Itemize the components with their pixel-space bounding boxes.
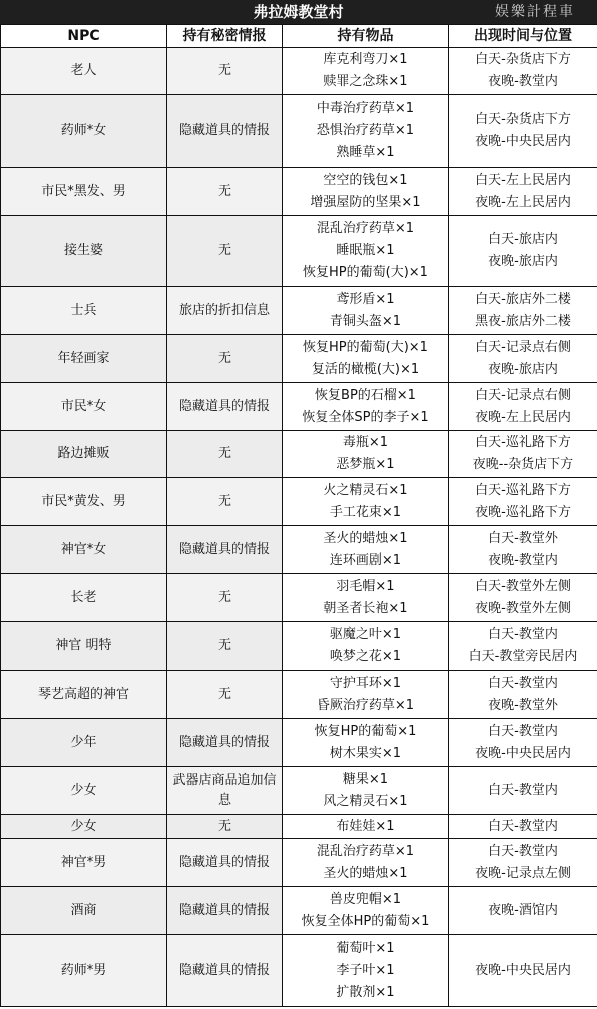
secret-info-cell [167,48,283,95]
location-entry: 夜晚-中央民居内 [475,962,571,978]
location-entry: 白天-记录点右侧 [475,339,571,355]
items-cell [283,431,449,478]
location-entry: 夜晚-旅店内 [488,361,558,377]
location-entry: 夜晚-旅店内 [488,254,558,269]
secret-info-text: 无 [217,243,231,258]
table-row [1,216,597,287]
table-row [1,48,597,95]
location-entry: 夜晚--杂货店下方 [472,457,574,472]
items-cell [283,335,449,383]
items-cell [283,478,449,526]
item-entry: 混乱治疗药草×1 [316,843,415,859]
location-entry: 白天-巡礼路下方 [475,435,571,450]
location-cell [449,574,597,622]
item-entry: 朝圣者长袍×1 [323,600,408,616]
npc-table [0,24,597,1007]
item-entry: 恶梦瓶×1 [336,457,395,472]
secret-info-text: 无 [217,493,231,509]
item-entry: 空空的钱包×1 [323,172,408,188]
secret-info-text: 无 [217,63,231,78]
item-entry: 混乱治疗药草×1 [316,221,415,236]
item-entry: 复活的橄榄(大)×1 [311,361,420,377]
location-entry: 白天-教堂内 [488,675,558,691]
item-entry: 恢复全体SP的李子×1 [302,409,429,425]
secret-info-cell [167,622,283,671]
secret-info-cell [167,287,283,335]
item-entry: 增强屋防的坚果×1 [310,194,421,210]
item-entry: 风之精灵石×1 [323,793,408,809]
location-entry: 白天-教堂内 [488,818,558,834]
npc-cell: 酒商 [1,887,167,935]
location-cell [449,815,597,839]
location-cell [449,887,597,935]
item-entry: 树木果实×1 [329,745,402,761]
watermark: 娱樂計程車 [495,4,575,20]
items-cell [283,95,449,168]
npc-cell: 琴艺高超的神官 [1,671,167,719]
header-time-location: 出现时间与位置 [449,25,597,48]
table-row [1,839,597,887]
location-entry: 白天-教堂内 [488,627,558,642]
location-entry: 白天-教堂外 [488,530,558,546]
item-entry: 手工花束×1 [329,504,402,520]
npc-cell: 市民*女 [1,383,167,431]
npc-cell: 长老 [1,574,167,622]
location-entry: 夜晚-记录点左侧 [475,865,571,881]
item-entry: 圣火的蜡烛×1 [323,865,408,881]
location-entry: 白天-教堂内 [488,782,558,798]
secret-info-text: 旅店的折扣信息 [178,302,270,318]
secret-info-cell [167,719,283,767]
location-cell [449,719,597,767]
location-entry: 白天-教堂内 [488,723,558,739]
location-cell [449,335,597,383]
header-items: 持有物品 [283,25,449,48]
npc-cell: 接生婆 [1,216,167,287]
table-row [1,383,597,431]
table-row [1,287,597,335]
item-entry: 恐惧治疗药草×1 [316,123,415,138]
location-entry: 白天-教堂内 [488,843,558,859]
item-entry: 布娃娃×1 [336,818,395,834]
items-cell [283,839,449,887]
secret-info-text: 隐藏道具的情报 [178,123,270,138]
table-row [1,574,597,622]
item-entry: 恢复HP的葡萄(大)×1 [303,265,428,280]
items-cell [283,671,449,719]
item-entry: 火之精灵石×1 [323,482,408,498]
location-entry: 夜晚-左上民居内 [475,409,571,425]
items-cell [283,383,449,431]
items-cell [283,767,449,815]
table-row [1,767,597,815]
items-cell [283,935,449,1007]
location-entry: 白天-巡礼路下方 [475,482,571,498]
npc-cell: 神官*女 [1,526,167,574]
secret-info-cell [167,95,283,168]
location-entry: 白天-教堂旁民居内 [468,649,578,664]
item-entry: 李子叶×1 [336,962,395,978]
items-cell [283,622,449,671]
table-row [1,622,597,671]
secret-info-cell [167,574,283,622]
title-bar [0,0,597,24]
secret-info-text: 隐藏道具的情报 [178,962,270,978]
table-row [1,335,597,383]
npc-cell: 市民*黄发、男 [1,478,167,526]
secret-info-text: 隐藏道具的情报 [178,854,270,870]
location-entry: 夜晚-酒馆内 [488,902,558,918]
secret-info-text: 无 [217,350,231,366]
table-row [1,671,597,719]
secret-info-cell [167,335,283,383]
secret-info-text: 隐藏道具的情报 [178,734,270,750]
secret-info-text: 无 [217,818,231,834]
item-entry: 恢复HP的葡萄×1 [314,723,417,739]
location-cell [449,95,597,168]
location-entry: 白天-杂货店下方 [475,52,571,67]
items-cell [283,719,449,767]
location-cell [449,431,597,478]
location-entry: 夜晚-巡礼路下方 [475,504,571,520]
items-cell [283,887,449,935]
item-entry: 兽皮兜帽×1 [329,891,402,907]
location-entry: 夜晚-教堂内 [488,74,558,89]
table-row [1,887,597,935]
secret-info-text: 隐藏道具的情报 [178,902,270,918]
secret-info-cell [167,526,283,574]
location-entry: 黑夜-旅店外二楼 [475,313,571,329]
location-entry: 白天-旅店外二楼 [475,291,571,307]
secret-info-text: 无 [217,446,231,461]
location-entry: 白天-教堂外左侧 [475,578,571,594]
table-row [1,815,597,839]
item-entry: 唤梦之花×1 [329,649,402,664]
item-entry: 鸢形盾×1 [336,291,395,307]
item-entry: 赎罪之念珠×1 [323,74,408,89]
item-entry: 圣火的蜡烛×1 [323,530,408,546]
secret-info-cell [167,935,283,1007]
location-cell [449,767,597,815]
item-entry: 恢复全体HP的葡萄×1 [301,913,430,929]
npc-cell: 药师*女 [1,95,167,168]
item-entry: 连环画剧×1 [329,552,402,568]
secret-info-cell [167,168,283,216]
location-cell [449,526,597,574]
secret-info-text: 无 [217,183,231,199]
header-npc: NPC [1,25,167,48]
location-cell [449,839,597,887]
secret-info-text: 无 [217,589,231,605]
location-entry: 夜晚-左上民居内 [475,194,571,210]
npc-cell: 少女 [1,815,167,839]
table-row [1,431,597,478]
header-row [1,25,597,48]
location-cell [449,48,597,95]
item-entry: 驱魔之叶×1 [329,627,402,642]
location-entry: 夜晚-中央民居内 [475,745,571,761]
secret-info-text: 无 [217,686,231,702]
table-row [1,168,597,216]
npc-cell: 路边摊贩 [1,431,167,478]
location-entry: 白天-杂货店下方 [475,112,571,127]
secret-info-cell [167,431,283,478]
npc-cell: 市民*黑发、男 [1,168,167,216]
items-cell [283,815,449,839]
item-entry: 睡眠瓶×1 [336,243,395,258]
secret-info-text: 隐藏道具的情报 [178,398,270,414]
item-entry: 昏厥治疗药草×1 [316,697,415,713]
items-cell [283,216,449,287]
npc-cell: 神官*男 [1,839,167,887]
secret-info-cell [167,216,283,287]
secret-info-cell [167,478,283,526]
item-entry: 羽毛帽×1 [336,578,395,594]
items-cell [283,526,449,574]
secret-info-cell [167,815,283,839]
items-cell [283,48,449,95]
items-cell [283,574,449,622]
item-entry: 毒瓶×1 [342,435,389,450]
item-entry: 库克利弯刀×1 [323,52,408,67]
location-entry: 夜晚-教堂外 [488,697,558,713]
item-entry: 恢复BP的石榴×1 [315,387,416,403]
secret-info-text: 无 [217,638,231,653]
npc-cell: 少年 [1,719,167,767]
npc-cell: 少女 [1,767,167,815]
npc-cell: 神官 明特 [1,622,167,671]
npc-cell: 士兵 [1,287,167,335]
location-entry: 夜晚-教堂外左侧 [475,600,571,616]
item-entry: 扩散剂×1 [336,984,395,1000]
location-cell [449,671,597,719]
item-entry: 守护耳环×1 [329,675,402,691]
header-secret-info: 持有秘密情报 [167,25,283,48]
location-entry: 夜晚-教堂内 [488,552,558,568]
table-row [1,478,597,526]
item-entry: 葡萄叶×1 [336,940,395,956]
location-cell [449,216,597,287]
table-row [1,526,597,574]
secret-info-text: 隐藏道具的情报 [178,541,270,557]
secret-info-cell [167,839,283,887]
item-entry: 青铜头盔×1 [329,313,402,329]
secret-info-cell [167,767,283,815]
secret-info-cell [167,671,283,719]
location-cell [449,383,597,431]
items-cell [283,168,449,216]
item-entry: 恢复HP的葡萄(大)×1 [303,339,428,355]
items-cell [283,287,449,335]
item-entry: 中毒治疗药草×1 [316,101,415,116]
npc-cell: 年轻画家 [1,335,167,383]
item-entry: 糖果×1 [342,771,389,787]
secret-info-text: 武器店商品追加信息 [172,772,277,808]
table-body [1,48,597,1007]
location-entry: 白天-左上民居内 [475,172,571,188]
npc-cell: 老人 [1,48,167,95]
location-cell [449,478,597,526]
location-cell [449,935,597,1007]
page-title: 弗拉姆教堂村 [253,3,344,21]
secret-info-cell [167,383,283,431]
table-row [1,935,597,1007]
location-cell [449,168,597,216]
npc-cell: 药师*男 [1,935,167,1007]
location-cell [449,287,597,335]
table-row [1,95,597,168]
table-row [1,719,597,767]
item-entry: 熟睡草×1 [336,145,395,160]
location-cell [449,622,597,671]
secret-info-cell [167,887,283,935]
location-entry: 夜晚-中央民居内 [475,134,571,149]
location-entry: 白天-旅店内 [488,232,558,247]
location-entry: 白天-记录点右侧 [475,387,571,403]
